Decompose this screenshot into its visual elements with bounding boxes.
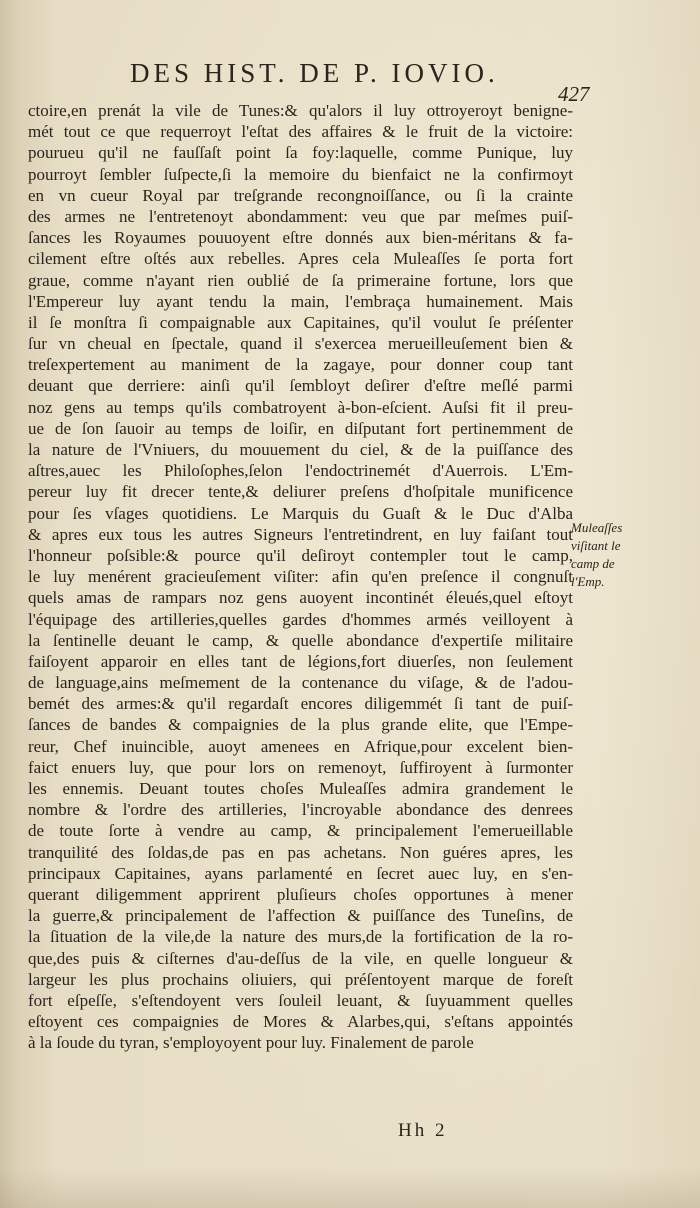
text-line: des armes ne l'entretenoyt abondamment: veu que par meſmes puiſ- — [28, 206, 573, 226]
main-text-block — [28, 100, 573, 1053]
text-line: bemét des armes:& qu'il regardaſt encores diligemmét ſi tant de puiſ- — [28, 694, 573, 714]
text-line: largeur les plus prochains oliuiers, qui préſentoyent marque de foreſt — [28, 969, 573, 989]
running-head: DES HIST. DE P. IOVIO. — [130, 58, 499, 88]
text-line: la nature de l'Vniuers, du mouuement du ciel, & de la puiſſance des — [28, 440, 573, 459]
margin-note-line: l'Emp. — [571, 574, 605, 589]
text-line: que,des puis & ciſternes d'au-deſſus de la vile, en quelle longueur & — [28, 948, 573, 968]
text-line: la ſentinelle deuant le camp, & quelle abondance d'expertiſe militaire — [28, 630, 573, 650]
text-line: & apres eux tous les autres Signeurs l'entretindrent, en luy faiſant tout — [28, 524, 573, 544]
text-line: querant diligemment apprirent pluſieurs choſes opportunes à mener — [28, 884, 573, 904]
text-line: l'Empereur luy ayant tendu la main, l'embraça humainement. Mais — [28, 291, 573, 311]
text-line: les ennemis. Deuant toutes choſes Muleaſſes admira grandement le — [28, 779, 573, 798]
text-line: ctoire,en prenát la vile de Tunes:& qu'alors il luy ottroyeroyt benigne- — [28, 101, 573, 120]
text-line: reur, Chef inuincible, auoyt amenees en Afrique,pour excelent bien- — [28, 736, 573, 756]
margin-note-line: Muleaſſes — [571, 520, 623, 535]
text-line: à la ſoude du tyran, s'employoyent pour luy. Finalement de parole — [28, 1033, 474, 1053]
text-line: pourroyt ſembler ſuſpecte,ſi la memoire du bienfaict ne la confirmoyt — [28, 164, 573, 184]
text-line: eſtoyent ces compaignies de Mores & Alarbes,qui, s'eſtans appointés — [28, 1012, 573, 1032]
text-line: tranquilité des ſoldas,de pas en pas achetans. Non guéres apres, les — [28, 842, 573, 862]
text-line: pourueu qu'il ne fauſſaſt point ſa foy:laquelle, comme Punique, luy — [28, 143, 573, 163]
text-line: ſances de bandes & compaignies de la plus grande elite, que l'Empe- — [28, 715, 573, 735]
text-line: de language,ains meſmement de la contenance du viſage, & de l'adou- — [28, 673, 573, 693]
text-line: noz gens au temps qu'ils combatroyent à-bon-eſcient. Auſsi fit il preu- — [28, 397, 573, 417]
text-line: le luy menérent gracieuſement viſiter: afin qu'en preſence il congnuſt — [28, 567, 573, 587]
text-line: ſur vn cheual en ſpectale, quand il s'exercea merueilleuſement bien & — [28, 334, 573, 354]
text-line: ſances les Royaumes pouuoyent eſtre donnés aux bien-méritans & fa- — [28, 228, 573, 248]
text-line: nombre & l'ordre des artilleries, l'incroyable abondance des denrees — [28, 800, 573, 820]
text-line: la guerre,& principalement de l'affection & puiſſance des Tuneſins, de — [28, 906, 573, 926]
gathering-signature: Hh 2 — [398, 1120, 448, 1141]
text-line: graue, comme n'ayant rien oublié de ſa primeraine fortune, lors que — [28, 270, 573, 290]
text-line: il ſe monſtra ſi compaignable aux Capitaines, qu'il voulut ſe préſenter — [28, 312, 573, 332]
margin-note-line: viſitant le — [571, 538, 621, 553]
text-line: ue de ſon ſauoir au temps de loiſir, en diſputant fort pertinemment de — [28, 418, 573, 438]
text-line: aſtres,auec les Philoſophes,ſelon l'endoctrinemét d'Auerrois. L'Em- — [28, 461, 573, 481]
text-line: quels amas de rampars noz gens auoyent incontinét éleués,quel eſtoyt — [28, 588, 573, 608]
text-line: treſexpertement au maniment de la zagaye, pour donner coup tant — [28, 355, 573, 375]
text-line: cilement eſtre oſtés aux rebelles. Apres cela Muleaſſes ſe porta fort — [28, 249, 573, 269]
text-line: en vn cueur Royal par treſgrande recongnoiſſance, ou ſi la crainte — [28, 185, 573, 205]
text-line: l'équipage des artilleries,quelles gardes d'hommes armés veilloyent à — [28, 609, 573, 629]
text-line: l'honneur poſsible:& pource qu'il deſiroyt contempler tout le camp, — [28, 545, 573, 565]
text-line: de toute ſorte à vendre au camp, & principalement l'emerueillable — [28, 821, 573, 841]
margin-note — [571, 519, 671, 591]
text-line: pereur luy fit drecer tente,& deliurer preſens d'hoſpitale munificence — [28, 482, 573, 502]
text-line: la ſituation de la vile,de la nature des murs,de la fortification de la ro- — [28, 927, 573, 947]
text-line: faiſoyent apparoir en elles tant de légions,fort diuerſes, non ſeulement — [28, 651, 573, 671]
text-line: pour ſes vſages quotidiens. Le Marquis du Guaſt & le Duc d'Alba — [28, 503, 573, 523]
text-line: fort eſpeſſe, s'eſtendoyent vers ſouleil leuant, & ſuyuamment quelles — [28, 990, 573, 1010]
text-line: faict enuers luy, que pour lors on remenoyt, ſuffiroyent à ſurmonter — [28, 757, 573, 777]
page-number: 427 — [558, 82, 590, 106]
text-line: deuant que derriere: ainſi qu'il ſembloyt deſirer d'eſtre meſlé parmi — [28, 376, 573, 396]
text-line: mét tout ce que requerroyt l'eſtat des affaires & le fruit de la victoire: — [28, 122, 573, 142]
margin-note-line: camp de — [571, 556, 615, 571]
text-line: principaux Capitaines, ayans parlamenté en ſecret auec luy, en s'en- — [28, 863, 573, 883]
